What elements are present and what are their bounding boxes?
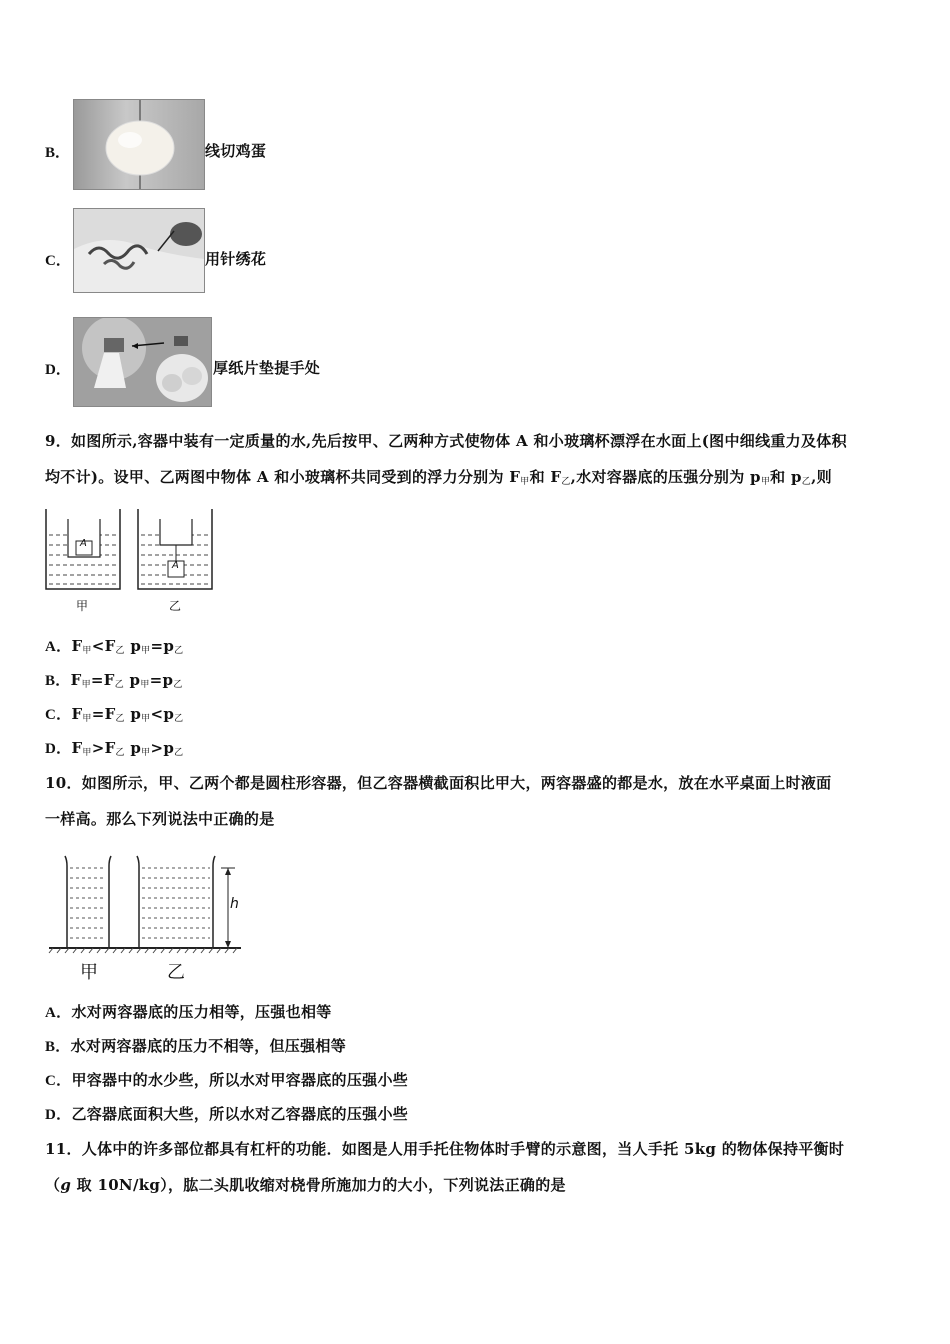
q10-stem-line1: 10．如图所示，甲、乙两个都是圆柱形容器，但乙容器横截面积比甲大，两容器盛的都是水，放在水平桌面上时液面 [45,774,832,792]
q10-option-d: D．乙容器底面积大些，所以水对乙容器底的压强小些 [45,1105,409,1123]
q9-option-c: C．$F_甲=F_乙$ $p_甲<p_乙$ [45,705,184,724]
q9-option-b: B．$F_甲=F_乙$ $p_甲=p_乙$ [45,671,183,690]
option-b-letter: B． [45,145,71,161]
q10-height-label: h [230,896,239,912]
option-d-text: 厚纸片垫提手处 [213,359,321,377]
q9-object-a-label-yi: A [172,560,179,571]
cardboard-handle-photo [73,317,212,407]
q9-stem-line1: 9．如图所示,容器中装有一定质量的水,先后按甲、乙两种方式使物体 A 和小玻璃杯漂浮在水面上(图中细线重力及体积 [45,432,847,450]
q10-stem-line2: 一样高。那么下列说法中正确的是 [45,810,275,828]
q9-option-d: D．$F_甲>F_乙$ $p_甲>p_乙$ [45,739,184,758]
option-c-text: 用针绣花 [205,250,267,268]
q9-label-yi: 乙 [169,599,182,613]
q10-figure [45,850,245,985]
q10-label-jia: 甲 [80,962,98,983]
option-b-text: 线切鸡蛋 [205,142,267,160]
needle-embroidery-photo [73,208,205,293]
q10-label-yi: 乙 [167,962,185,983]
q9-label-jia: 甲 [76,599,89,613]
q9-object-a-label-jia: A [80,538,87,549]
q10-option-c: C．甲容器中的水少些，所以水对甲容器底的压强小些 [45,1071,409,1089]
q9-figure [40,505,220,615]
q10-option-a: A．水对两容器底的压力相等，压强也相等 [45,1003,332,1021]
q11-stem-line1: 11．人体中的许多部位都具有杠杆的功能．如图是人用手托住物体时手臂的示意图，当人手托 5kg 的物体保持平衡时 [45,1140,845,1158]
q9-stem-line2: 均不计)。设甲、乙两图中物体 A 和小玻璃杯共同受到的浮力分别为 $F_甲$和 $F_乙$,水对容器底的压强分别为 $p_甲$和 $p_乙$,则 [45,468,832,487]
q9-option-a: A．$F_甲<F_乙$ $p_甲=p_乙$ [45,637,184,656]
q10-option-b: B．水对两容器底的压力不相等，但压强相等 [45,1037,347,1055]
q11-stem-line2: （g 取 10N/kg），肱二头肌收缩对桡骨所施加力的大小，下列说法正确的是 [45,1176,566,1194]
egg-cut-by-thread-photo [73,99,205,190]
option-c-letter: C． [45,253,71,269]
option-d-letter: D． [45,362,71,378]
